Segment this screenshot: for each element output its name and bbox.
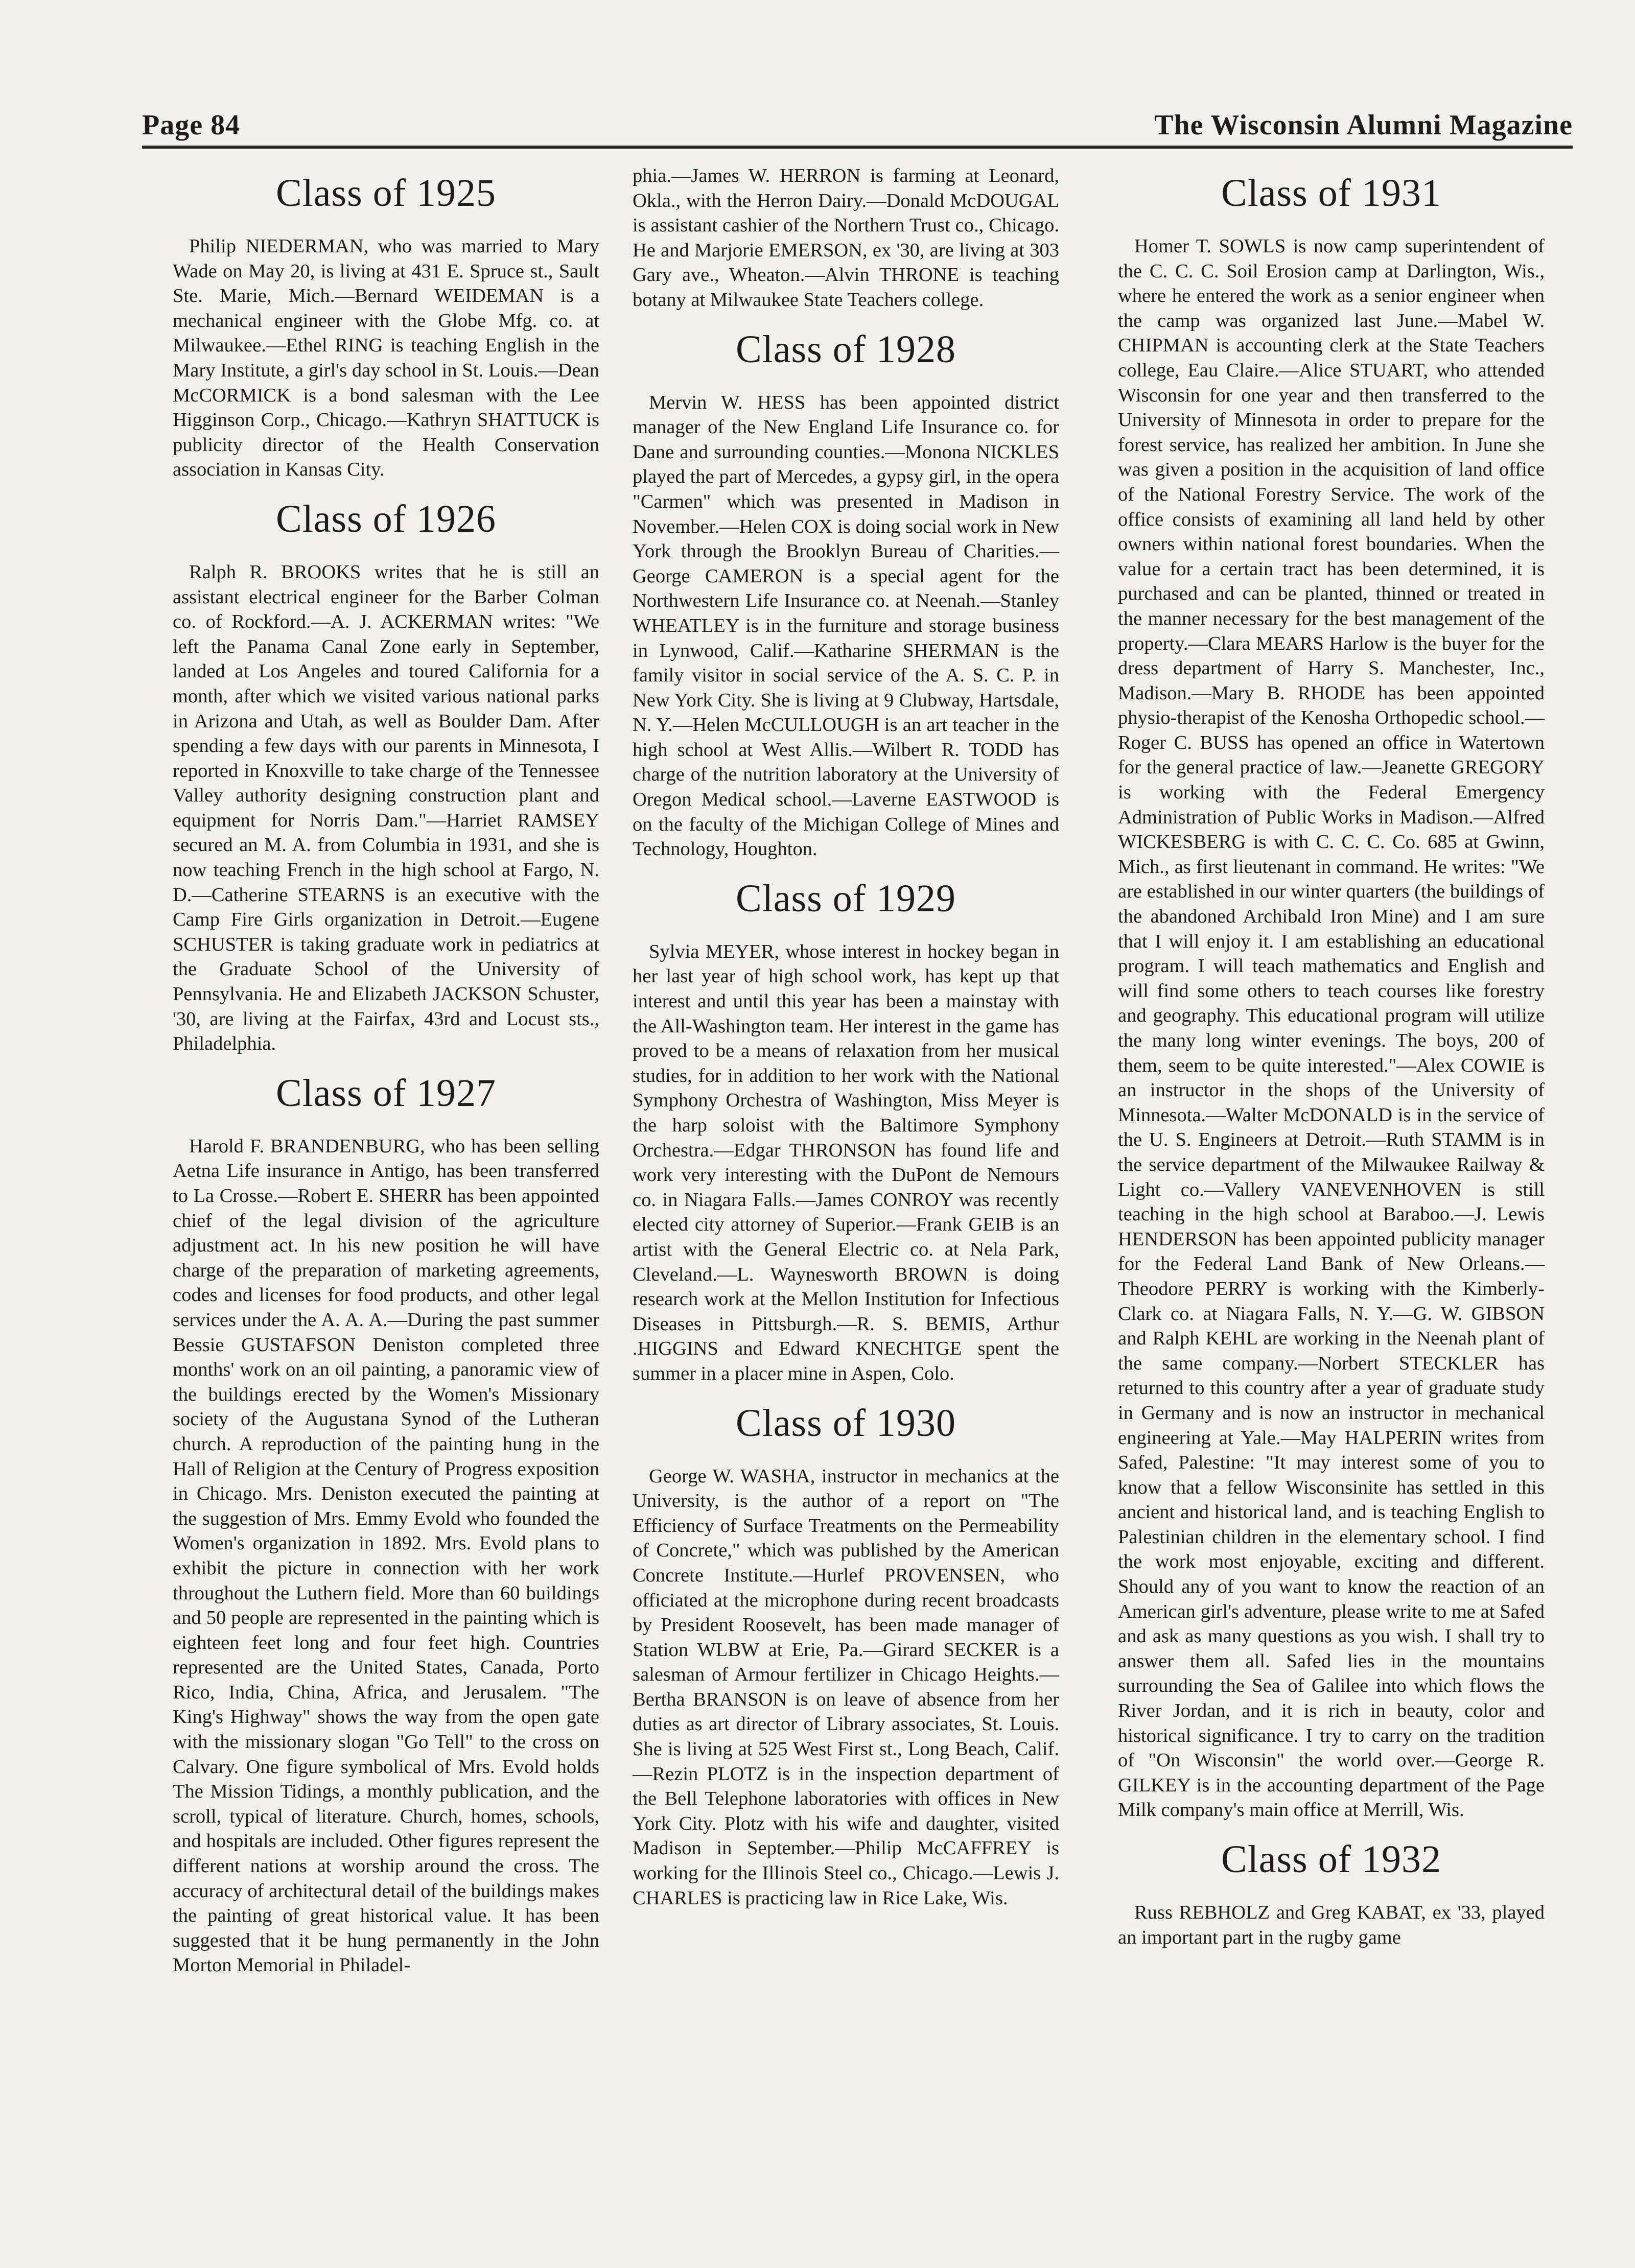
class-heading-1925: Class of 1925	[276, 172, 496, 215]
column-2	[633, 163, 1059, 1910]
class-notes-1927-continued: phia.—James W. HERRON is farming at Leonard, Okla., with the Herron Dairy.—Donald McDOUGAL is assistant cashier of the Northern Trust co., Chicago. He and Marjorie EMERSON, ex '30, are living at 303 Gary ave., Wheaton.—Alvin THRONE is teaching botany at Milwaukee State Teachers college.	[633, 165, 1059, 311]
class-heading-1928: Class of 1928	[736, 327, 956, 371]
class-heading-1930: Class of 1930	[736, 1401, 956, 1445]
class-notes-1930: George W. WASHA, instructor in mechanics at the University, is the author of a report on "The Efficiency of Surface Treatments on the Permeability of Concrete," which was published by the American Concrete Institute.—Hurlef PROVENSEN, who officiated at the microphone during recent broadcasts by President Roosevelt, has been made manager of Station WLBW at Erie, Pa.—Girard SECKER is a salesman of Armour fertilizer in Chicago Heights.—Bertha BRANSON is on leave of absence from her duties as art director of Library associates, St. Louis. She is living at 525 West First st., Long Beach, Calif.—Rezin PLOTZ is in the inspection department of the Bell Telephone laboratories with offices in New York City. Plotz with his wife and daughter, visited Madison in September.—Philip McCAFFREY is working for the Illinois Steel co., Chicago.—Lewis J. CHARLES is practicing law in Rice Lake, Wis.	[633, 1465, 1059, 1909]
class-notes-1931: Homer T. SOWLS is now camp superintendent of the C. C. C. Soil Erosion camp at Darlington, Wis., where he entered the work as a senior engineer when the camp was organized last June.—Mabel W. CHIPMAN is accounting clerk at the State Teachers college, Eau Claire.—Alice STUART, who attended Wisconsin for one year and then transferred to the University of Minnesota in order to prepare for the forest service, has realized her ambition. In June she was given a position in the acquisition of land office of the National Forestry Service. The work of the office consists of examining all land held by other owners within national forest boundaries. When the value for a certain tract has been determined, it is purchased and can be planted, thinned or treated in the manner necessary for the best management of the property.—Clara MEARS Harlow is the buyer for the dress department of Harry S. Manchester, Inc., Madison.—Mary B. RHODE has been appointed physio-therapist of the Kenosha Orthopedic school.—Roger C. BUSS has opened an office in Watertown for the general practice of law.—Jeanette GREGORY is working with the Federal Emergency Administration of Public Works in Madison.—Alfred WICKESBERG is with C. C. C. Co. 685 at Gwinn, Mich., as first lieutenant in command. He writes: "We are established in our winter quarters (the buildings of the abandoned Archibald Iron Mine) and I am sure that I will enjoy it. I am establishing an educational program. I will teach mathematics and English and will find some others to teach courses like forestry and geography. This educational program will utilize the many long winter evenings. The boys, 200 of them, seem to be quite interested."—Alex COWIE is an instructor in the shops of the University of Minnesota.—Walter McDONALD is in the service of the U. S. Engineers at Detroit.—Ruth STAMM is in the service department of the Milwaukee Railway & Light co.—Vallery VANEVENHOVEN is still teaching in the high school at Baraboo.—J. Lewis HENDERSON has been appointed publicity manager for the Federal Land Bank of New Orleans.—Theodore PERRY is working with the Kimberly-Clark co. at Niagara Falls, N. Y.—G. W. GIBSON and Ralph KEHL are working in the Neenah plant of the same company.—Norbert STECKLER has returned to this country after a year of graduate study in Germany and is now an instructor in mechanical engineering at Yale.—May HALPERIN writes from Safed, Palestine: "It may interest some of you to know that a fellow Wisconsinite has settled in this ancient and historical land, and is teaching English to Palestinian children in the elementary school. I find the work most enjoyable, exciting and different. Should any of you want to know the reaction of an American girl's adventure, please write to me at Safed and ask as many questions as you wish. I shall try to answer them all. Safed lies in the mountains surrounding the Sea of Galilee into which flows the River Jordan, and it is rich in beauty, color and historical significance. I try to carry on the tradition of "On Wisconsin" the world over.—George R. GILKEY is in the accounting department of the Page Milk company's main office at Merrill, Wis.	[1118, 235, 1545, 1821]
class-notes-1927: Harold F. BRANDENBURG, who has been selling Aetna Life insurance in Antigo, has been transferred to La Crosse.—Robert E. SHERR has been appointed chief of the legal division of the agriculture adjustment act. In his new position he will have charge of the preparation of marketing agreements, codes and licenses for food products, and other legal services under the A. A. A.—During the past summer Bessie GUSTAFSON Deniston completed three months' work on an oil painting, a panoramic view of the buildings erected by the Women's Missionary society of the Augustana Synod of the Lutheran church. A reproduction of the painting hung in the Hall of Religion at the Century of Progress exposition in Chicago. Mrs. Deniston executed the painting at the suggestion of Mrs. Emmy Evold who founded the Women's organization in 1892. Mrs. Evold plans to exhibit the picture in connection with her work throughout the Luthern field. More than 60 buildings and 50 people are represented in the painting which is eighteen feet long and four feet high. Countries represented are the United States, Canada, Porto Rico, India, China, Africa, and Jerusalem. "The King's Highway" shows the way from the open gate with the missionary slogan "Go Tell" to the cross on Calvary. One figure symbolical of Mrs. Evold holds The Mission Tidings, a monthly publication, and the scroll, typical of literature. Church, homes, schools, and hospitals are included. Other figures represent the different nations at worship around the cross. The accuracy of architectural detail of the buildings makes the painting of great historical value. It has been suggested that it be hung permanently in the John Morton Memorial in Philadel-	[173, 1135, 599, 1976]
page-header	[142, 105, 1573, 149]
column-1	[173, 163, 599, 1978]
class-heading-1927: Class of 1927	[276, 1071, 496, 1115]
class-heading-1932: Class of 1932	[1221, 1838, 1441, 1881]
class-notes-1925: Philip NIEDERMAN, who was married to Mary Wade on May 20, is living at 431 E. Spruce st., Sault Ste. Marie, Mich.—Bernard WEIDEMAN is a mechanical engineer with the Globe Mfg. co. at Milwaukee.—Ethel RING is teaching English in the Mary Institute, a girl's day school in St. Louis.—Dean McCORMICK is a bond salesman with the Lee Higginson Corp., Chicago.—Kathryn SHATTUCK is publicity director of the Health Conservation association in Kansas City.	[173, 235, 599, 481]
class-notes-1932: Russ REBHOLZ and Greg KABAT, ex '33, played an important part in the rugby game	[1118, 1902, 1545, 1948]
class-notes-1928: Mervin W. HESS has been appointed district manager of the New England Life Insurance co. for Dane and surrounding counties.—Monona NICKLES played the part of Mercedes, a gypsy girl, in the opera "Carmen" which was presented in Madison in November.—Helen COX is doing social work in New York through the Brooklyn Bureau of Charities.—George CAMERON is a special agent for the Northwestern Life Insurance co. at Neenah.—Stanley WHEATLEY is in the furniture and storage business in Lynwood, Calif.—Katharine SHERMAN is the family visitor in social service of the A. S. C. P. in New York City. She is living at 9 Clubway, Hartsdale, N. Y.—Helen McCULLOUGH is an art teacher in the high school at West Allis.—Wilbert R. TODD has charge of the nutrition laboratory at the University of Oregon Medical school.—Laverne EASTWOOD is on the faculty of the Michigan College of Mines and Technology, Houghton.	[633, 391, 1059, 860]
class-heading-1931: Class of 1931	[1221, 172, 1441, 215]
class-notes-1929: Sylvia MEYER, whose interest in hockey began in her last year of high school work, has kept up that interest and until this year has been a mainstay with the All-Washington team. Her interest in the game has proved to be a means of relaxation from her musical studies, for in addition to her work with the National Symphony Orchestra of Washington, Miss Meyer is the harp soloist with the Baltimore Symphony Orchestra.—Edgar THRONSON has found life and work very interesting with the DuPont de Nemours co. in Niagara Falls.—James CONROY was recently elected city attorney of Superior.—Frank GEIB is an artist with the General Electric co. at Nela Park, Cleveland.—L. Waynesworth BROWN is doing research work at the Mellon Institution for Infectious Diseases in Pittsburgh.—R. S. BEMIS, Arthur .HIGGINS and Edward KNECHTGE spent the summer in a placer mine in Aspen, Colo.	[633, 940, 1059, 1384]
class-notes-1926: Ralph R. BROOKS writes that he is still an assistant electrical engineer for the Barber Colman co. of Rockford.—A. J. ACKERMAN writes: "We left the Panama Canal Zone early in September, landed at Los Angeles and toured California for a month, after which we visited various national parks in Arizona and Utah, as well as Boulder Dam. After spending a few days with our parents in Minnesota, I reported in Knoxville to take charge of the Tennessee Valley authority designing construction plant and equipment for Norris Dam."—Harriet RAMSEY secured an M. A. from Columbia in 1931, and she is now teaching French in the high school at Fargo, N. D.—Catherine STEARNS is an executive with the Camp Fire Girls organization in Detroit.—Eugene SCHUSTER is taking graduate work in pediatrics at the Graduate School of the University of Pennsylvania. He and Elizabeth JACKSON Schuster, '30, are living at the Fairfax, 43rd and Locust sts., Philadelphia.	[173, 561, 599, 1055]
class-heading-1929: Class of 1929	[736, 877, 956, 920]
page-number: Page 84	[142, 109, 241, 141]
class-heading-1926: Class of 1926	[276, 497, 496, 540]
column-3	[1118, 163, 1545, 1950]
magazine-title: The Wisconsin Alumni Magazine	[1154, 109, 1573, 141]
